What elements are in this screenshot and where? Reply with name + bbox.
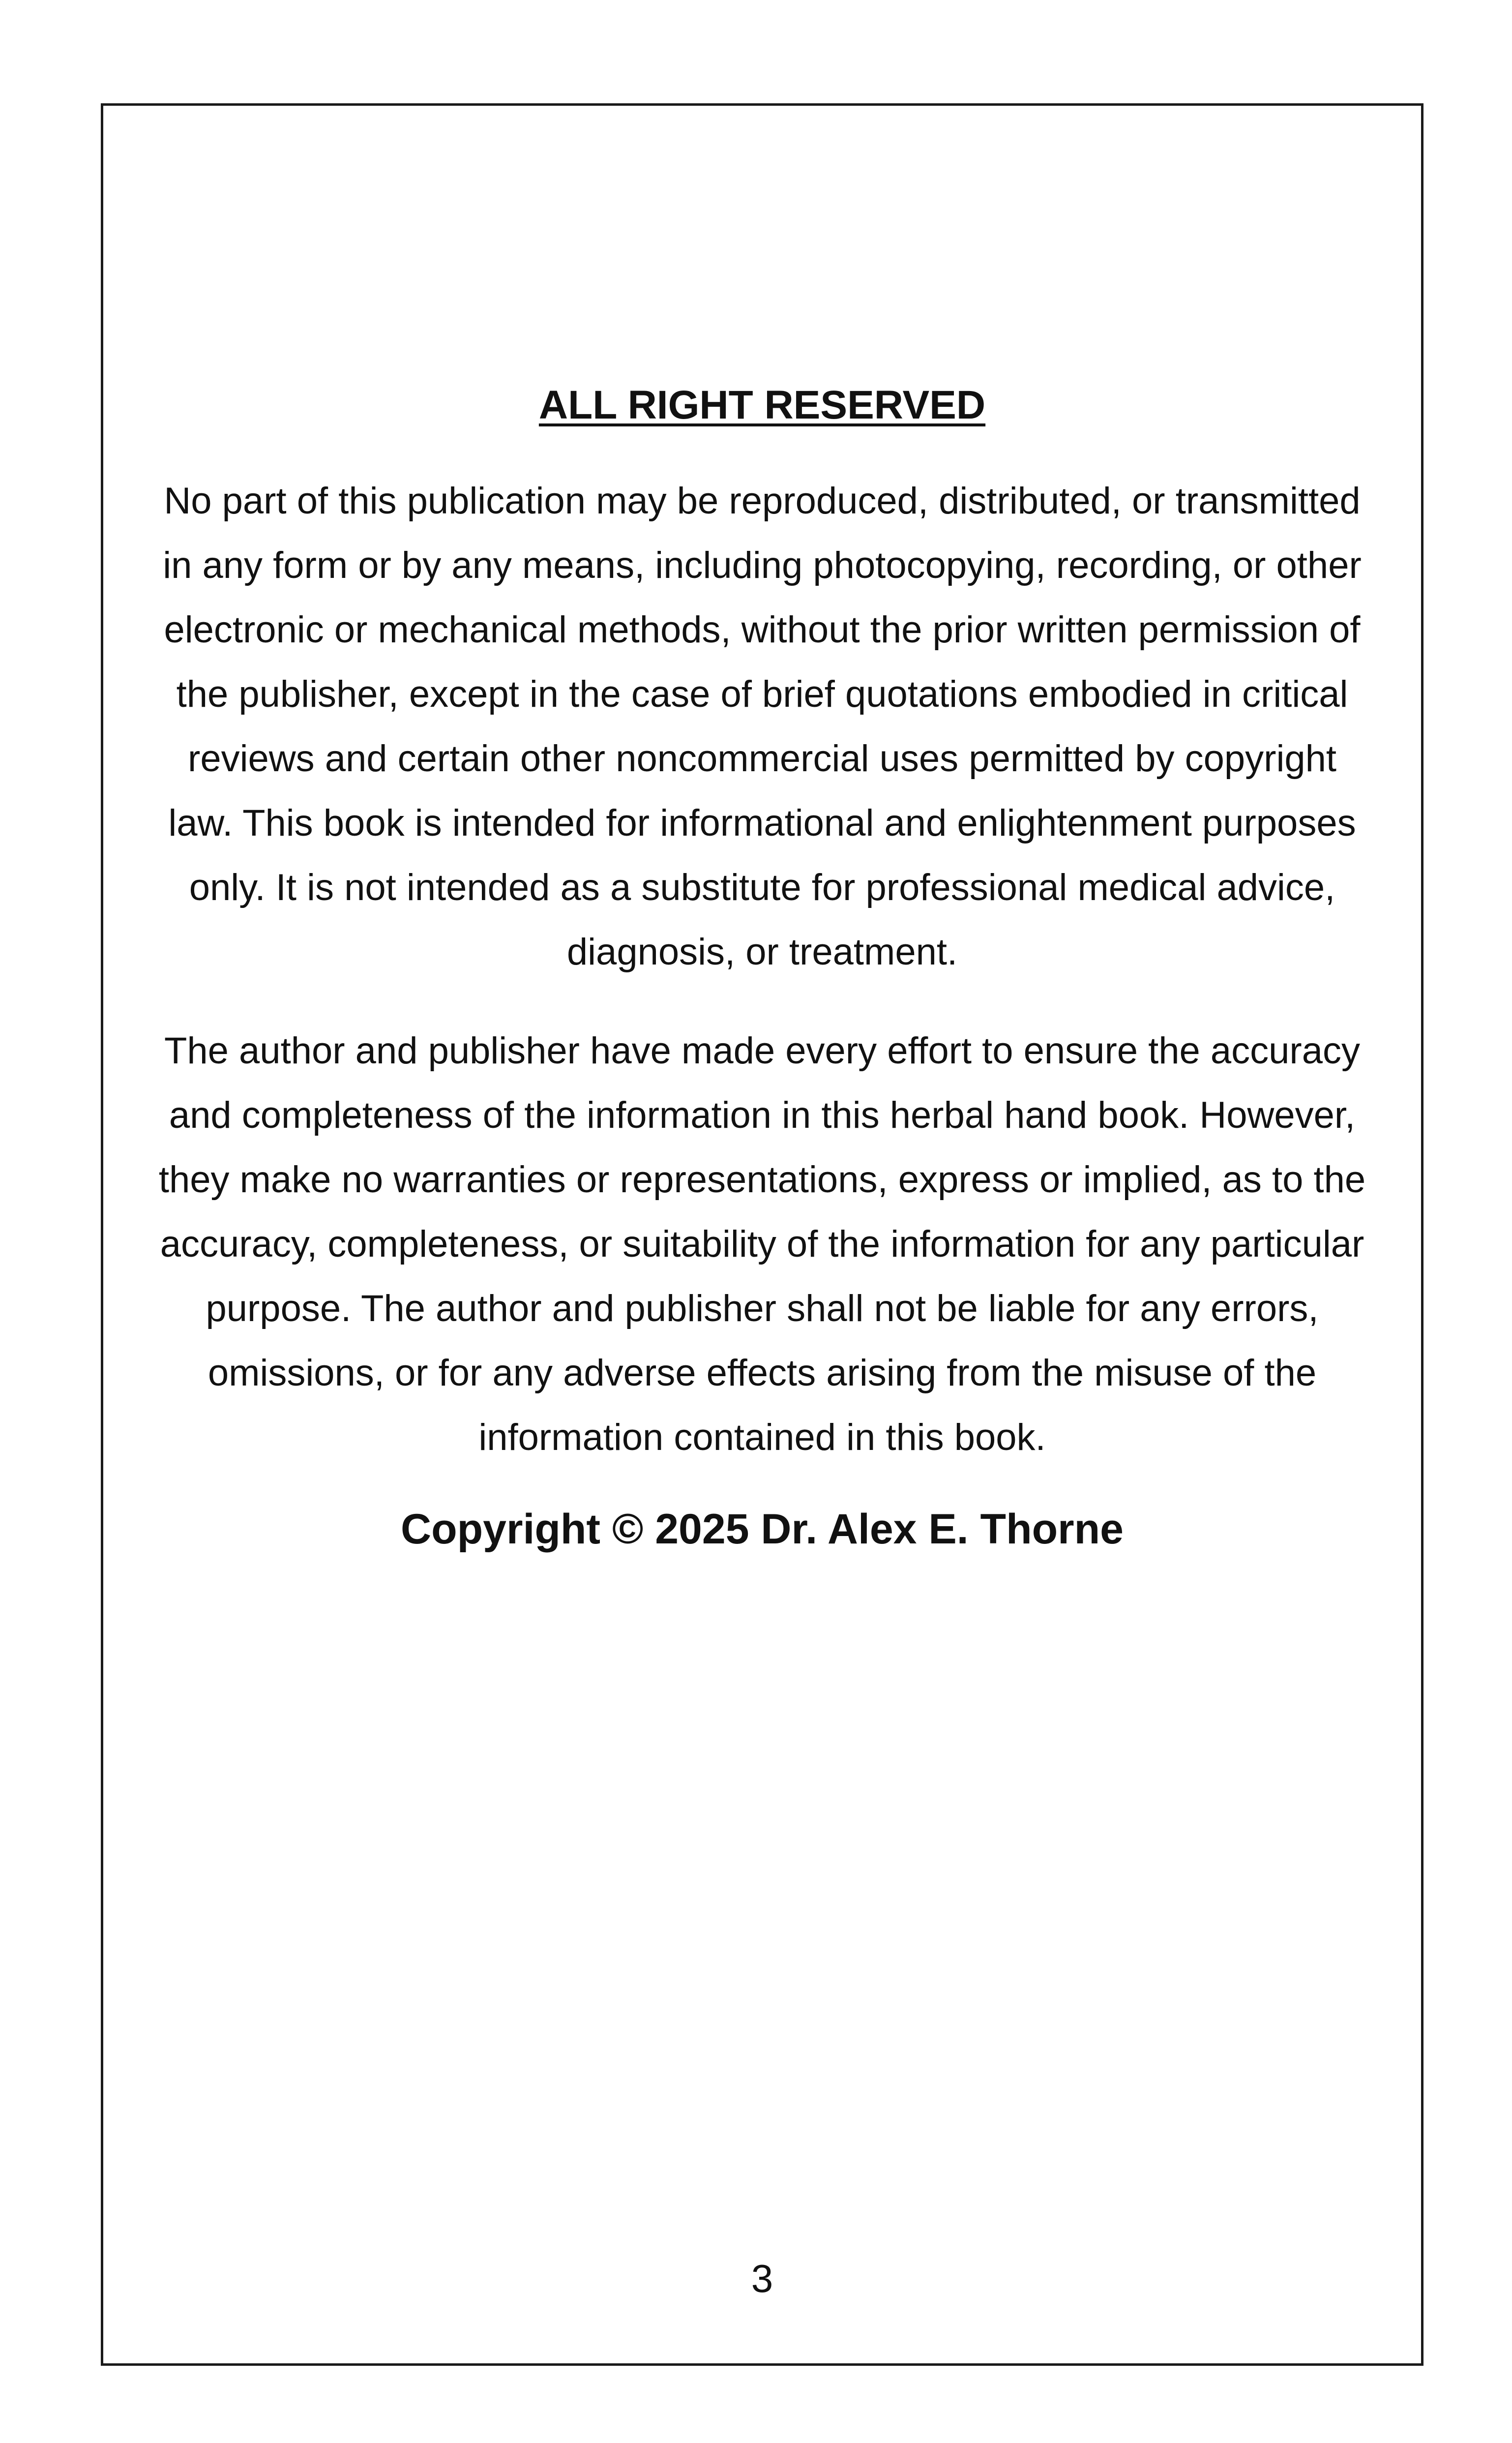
disclaimer-paragraph: The author and publisher have made every effort to ensure the accuracy and completeness of the information in this herbal hand book. However, they make no warranties or representations, express or implied, as to the accuracy, completeness, or suitability of the information for any particular purpose. The author and publisher shall not be liable for any errors, omissions, or for any adverse effects arising from the misuse of the information contained in this book.	[158, 1030, 1366, 1459]
copyright-page-content	[157, 381, 1367, 1555]
copyright-line: Copyright © 2025 Dr. Alex E. Thorne	[401, 1506, 1124, 1553]
reproduction-notice-paragraph: No part of this publication may be reproduced, distributed, or transmitted in any form or by any means, including photocopying, recording, or other electronic or mechanical methods, without the prior written permission of the publisher, except in the case of brief quotations embodied in critical reviews and certain other noncommercial uses permitted by copyright law. This book is intended for informational and enlightenment purposes only. It is not intended as a substitute for professional medical advice, diagnosis, or treatment.	[163, 480, 1362, 973]
rights-heading: ALL RIGHT RESERVED	[538, 383, 986, 427]
page-frame	[101, 103, 1423, 2366]
page-number: 3	[751, 2257, 773, 2300]
